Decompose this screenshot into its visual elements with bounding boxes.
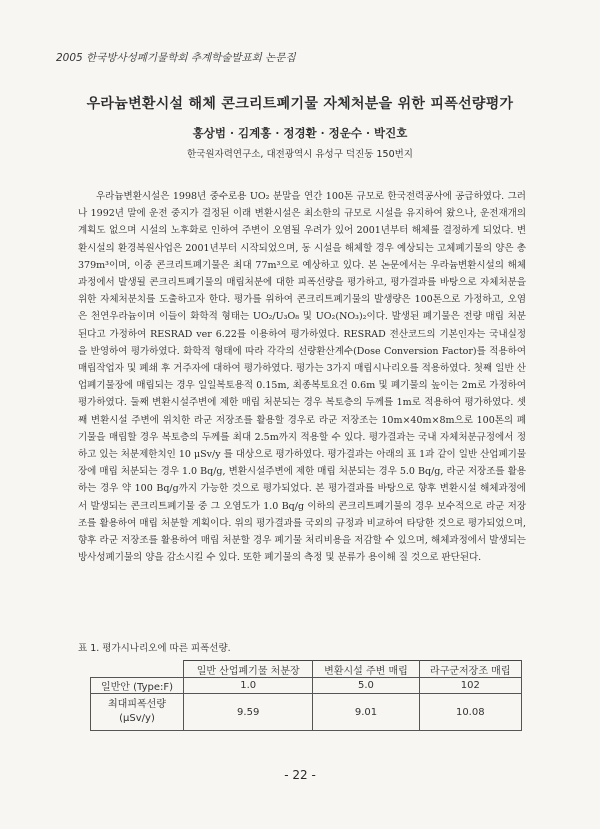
table-cell: 10.08 xyxy=(419,694,521,731)
paper-title: 우라늄변환시설 해체 콘크리트폐기물 자체처분을 위한 피폭선량평가 xyxy=(86,96,514,112)
table-row xyxy=(91,678,522,694)
table-cell: 9.01 xyxy=(313,694,419,731)
table-row xyxy=(91,694,522,731)
table-caption: 표 1. 평가시나리오에 따른 피폭선량. xyxy=(78,643,231,654)
column-header: 라구군저장조 매립 xyxy=(419,661,521,678)
table-cell: 102 xyxy=(419,678,521,694)
column-header: 일반 산업폐기물 처분장 xyxy=(184,661,313,678)
results-table xyxy=(90,660,522,731)
row-label: 일반안 (Type:F) xyxy=(91,678,184,694)
page-number: - 22 - xyxy=(284,768,316,782)
running-header: 2005 한국방사성폐기물학회 추계학술발표회 논문집 xyxy=(56,52,296,64)
table-header-row xyxy=(91,661,522,678)
body-paragraph: 우라늄변환시설은 1998년 중수로용 UO₂ 분말을 연간 100톤 규모로 한국전력공사에 공급하였다. 그러나 1992년 말에 운전 중지가 결정된 이래 변환시설은 최소한의 규모로 시설을 유지하여 왔으나, 운전재개의 계획도 없으며 시설의 노후화로 인하여 주변이 오염될 우려가 있어 2001년부터 해체를 결정하게 되었다. 변환시설의 환경복원사업은 2001년부터 시작되었으며, 동 시설을 해체할 경우 예상되는 고체폐기물의 양은 총 379m³이며, 이중 콘크리트폐기물은 최대 77m³으로 예상하고 있다. 본 논문에서는 우라늄변환시설의 해체과정에서 발생될 콘크리트폐기물의 매립처분에 대한 피폭선량을 평가하고, 평가결과를 바탕으로 자체처분을 위한 자체처분치를 도출하고자 한다. 평가를 위하여 콘크리트폐기물의 발생량은 100톤으로 가정하고, 오염은 천연우라늄이며 이들이 화학적 형태는 UO₂/U₃O₈ 및 UO₂(NO₃)₂이다. 발생된 폐기물은 전량 매립 처분된다고 가정하여 RESRAD ver 6.22를 이용하여 평가하였다. RESRAD 전산코드의 기본인자는 국내실정을 반영하여 평가하였다. 화학적 형태에 따라 각각의 선량환산계수(Dose Conversion Factor)를 적용하여 매립작업자 및 폐쇄 후 거주자에 대하여 평가하였다. 평가는 3가지 매립시나리오를 적용하였다. 첫째 일반 산업폐기물장에 매립되는 경우 일일복토용적 0.15m, 최종복토요건 0.6m 및 폐기물의 높이는 2m로 가정하여 평가하였다. 둘째 변환시설주변에 제한 매립 처분되는 경우 복토층의 두께를 1m로 적용하여 평가하였다. 셋째 변환시설 주변에 위치한 라군 저장조를 활용할 경우로 라군 저장조는 10m×40m×8m으로 100톤의 폐기물을 매립할 경우 복토층의 두께를 최대 2.5m까지 적용할 수 있다. 평가결과는 국내 자체처분규정에서 정하고 있는 처분제한치인 10 μSv/y 를 대상으로 평가하였다. 평가결과는 아래의 표 1과 같이 일반 산업폐기물장에 매립 처분되는 경우 1.0 Bq/g, 변환시설주변에 제한 매립 처분되는 경우 5.0 Bq/g, 라군 저장조를 활용하는 경우 약 100 Bq/g까지 가능한 것으로 평가되었다. 본 평가결과를 바탕으로 향후 변환시설 해체과정에서 발생되는 콘크리트폐기물 중 그 오염도가 1.0 Bq/g 이하의 콘크리트폐기물의 경우 보수적으로 라군 저장조를 활용하여 매립 처분할 계획이다. 위의 평가결과를 국외의 규정과 비교하여 타당한 것으로 평가되었으며, 향후 라군 저장조를 활용하여 매립 처분할 경우 폐기물 처리비용을 저감할 수 있으며, 해체과정에서 발생되는 방사성폐기물의 양을 감소시킬 수 있다. 또한 폐기물의 측정 및 분류가 용이해 질 것으로 판단된다. xyxy=(78,191,526,564)
row-label xyxy=(91,694,184,731)
table-cell: 5.0 xyxy=(313,678,419,694)
row-label-line: 최대피폭선량 xyxy=(108,699,166,710)
affiliation: 한국원자력연구소, 대전광역시 유성구 덕진동 150번지 xyxy=(187,149,413,160)
row-label-unit: (μSv/y) xyxy=(119,713,155,724)
column-header: 변환시설 주변 매립 xyxy=(313,661,419,678)
table-cell: 9.59 xyxy=(184,694,313,731)
author-list: 홍상범 · 김계홍 · 정경환 · 정운수 · 박진호 xyxy=(192,126,408,140)
table-corner-cell xyxy=(91,661,184,678)
table-cell: 1.0 xyxy=(184,678,313,694)
